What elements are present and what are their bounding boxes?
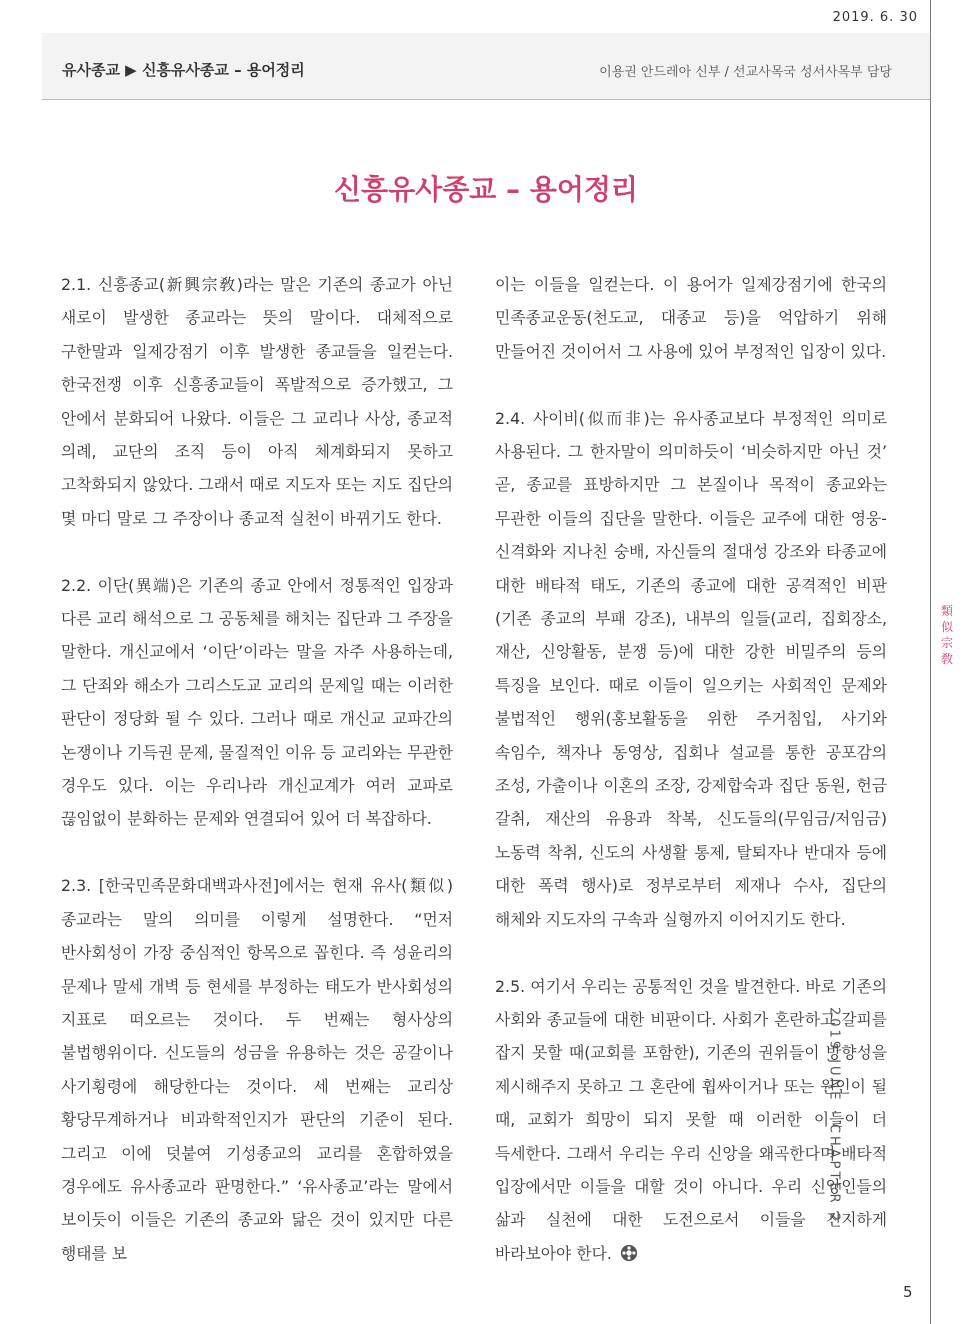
author-credit: 이용권 안드레아 신부 / 선교사목국 성서사목부 담당 (599, 65, 892, 80)
side-char: 類 (940, 604, 953, 618)
page-number: 5 (903, 1283, 913, 1301)
header-band (42, 33, 930, 100)
paragraph-2-4: 2.4. 사이비(似而非)는 유사종교보다 부정적인 의미로 사용된다. 그 한자말이 의미하듯이 ‘비슷하지만 아닌 것’ 곧, 종교를 표방하지만 그 본질이나 목적이 종교와는 무관한 이들의 집단을 말한다. 이들은 교주에 대한 영웅-신격화와 지나친 숭배, 자신들의 절대성 강조와 타종교에 대한 배타적 태도, 기존의 종교에 대한 공격적인 비판(기존 종교의 부패 강조), 내부의 일들(교리, 집회장소, 재산, 신앙활동, 분쟁 등)에 대한 강한 비밀주의 등의 특징을 보인다. 때로 이들이 일으키는 사회적인 문제와 불법적인 행위(홍보활동을 위한 주거침입, 사기와 속임수, 책자나 동영상, 집회나 설교를 통한 공포감의 조성, 가출이나 이혼의 조장, 강제합숙과 집단 동원, 헌금 갈취, 재산의 유용과 착복, 신도들의(무임금/저임금) 노동력 착취, 신도의 사생활 통제, 탈퇴자나 반대자 등에 대한 폭력 행사)로 정부로부터 제재나 수사, 집단의 해체와 지도자의 구속과 실형까지 이어지기도 한다. (495, 408, 887, 929)
side-char: 宗 (940, 636, 953, 650)
side-divider (930, 0, 931, 1324)
breadcrumb: 유사종교 ▶ 신흥유사종교 – 용어정리 (62, 61, 305, 79)
paragraph-2-3-continued: 이는 이들을 일컫는다. 이 용어가 일제강점기에 한국의 민족종교운동(천도교, 대종교 등)을 억압하기 위해 만들어진 것이어서 그 사용에 있어 부정적인 입장이 있다. (495, 275, 887, 361)
paragraph-2-2: 2.2. 이단(異端)은 기존의 종교 안에서 정통적인 입장과 다른 교리 해석으로 그 공동체를 해치는 집단과 그 주장을 말한다. 개신교에서 ‘이단’이라는 말을 자주 사용하는데, 그 단죄와 해소가 그리스도교 교리의 문제일 때는 이러한 판단이 정당화 될 수 있다. 그러나 때로 개신교 교파간의 논쟁이나 기득권 문제, 물질적인 이유 등 교리와는 무관한 경우도 있다. 이는 우리나라 개신교계가 여러 교파로 끊임없이 분화하는 문제와 연결되어 있어 더 복잡하다. (61, 575, 453, 829)
side-label-chapter: 2019 JUNE · CHAPTER 2 (826, 1007, 842, 1225)
page-title: 신흥유사종교 – 용어정리 (334, 173, 638, 206)
paragraph-2-5: 2.5. 여기서 우리는 공통적인 것을 발견한다. 바로 기존의 사회와 종교들에 대한 비판이다. 사회가 혼란하고 갈피를 잡지 못할 때(교회를 포함한), 기존의 권위들이 방향성을 제시해주지 못하고 그 혼란에 휩싸이거나 또는 원인이 될 때, 교회가 희망이 되지 못할 때 이러한 이들이 더 득세한다. 그래서 우리는 우리 신앙을 왜곡한다며 배타적 입장에서만 이들을 대할 것이 아니다. 우리 신앙인들의 삶과 실천에 대한 도전으로서 이들을 진지하게 바라보아야 한다. (495, 976, 887, 1263)
side-label-hanja (937, 603, 957, 667)
paragraph-2-3: 2.3. [한국민족문화대백과사전]에서는 현재 유사(類似)종교라는 말의 의미를 이렇게 설명한다. “먼저 반사회성이 가장 중심적인 항목으로 꼽힌다. 즉 성윤리의 문제나 말세 개벽 등 현세를 부정하는 태도가 반사회성의 지표로 떠오르는 것이다. 두 번째는 형사상의 불법행위이다. 신도들의 성금을 유용하는 것은 공갈이나 사기횡령에 해당한다는 것이다. 세 번째는 교리상 황당무계하거나 비과학적인지가 판단의 기준이 된다. 그리고 이에 덧붙여 기성종교의 교리를 혼합하였을 경우에도 유사종교라 판명한다.” ‘유사종교’라는 말에서 보이듯이 이들은 기존의 종교와 닮은 것이 있지만 다른 행태를 보 (61, 876, 453, 1263)
paragraph-2-1: 2.1. 신흥종교(新興宗敎)라는 말은 기존의 종교가 아닌 새로이 발생한 종교라는 뜻의 말이다. 대체적으로 구한말과 일제강점기 이후 발생한 종교들을 일컫는다. 한국전쟁 이후 신흥종교들이 폭발적으로 증가했고, 그 안에서 분화되어 나왔다. 이들은 그 교리나 사상, 종교적 의례, 교단의 조직 등이 아직 체계화되지 못하고 고착화되지 않았다. 그래서 때로 지도자 또는 지도 집단의 몇 마디 말로 그 주장이나 종교적 실천이 바뀌기도 한다. (61, 275, 453, 528)
left-column (61, 268, 453, 1270)
side-char: 敎 (940, 652, 953, 666)
end-mark-icon (620, 1244, 638, 1262)
issue-date: 2019. 6. 30 (832, 10, 918, 25)
side-char: 似 (940, 620, 953, 634)
